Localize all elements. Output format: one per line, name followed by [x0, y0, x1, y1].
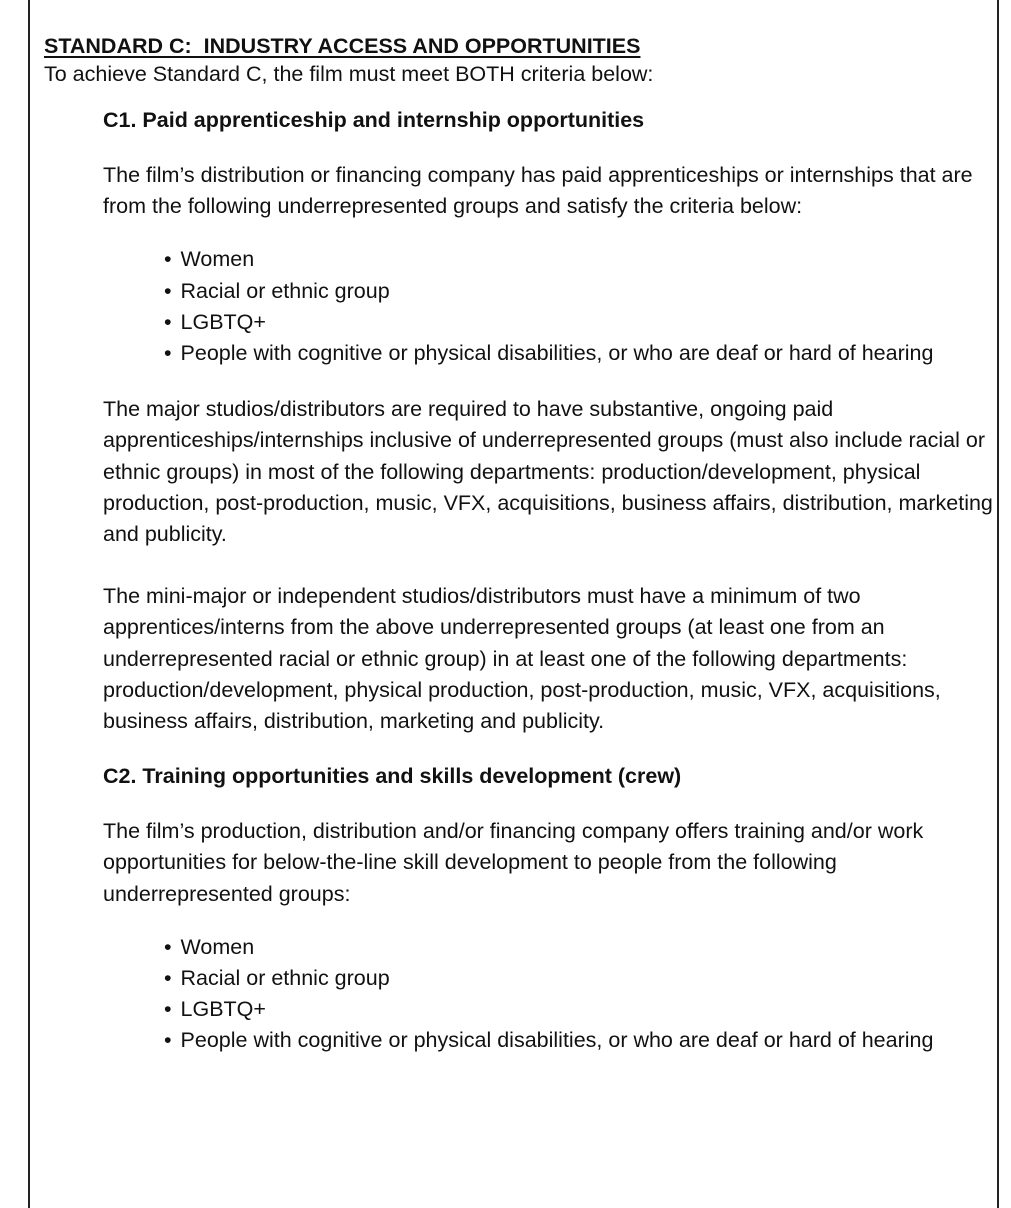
- section-c2: [103, 762, 993, 1056]
- section-c1-title: C1. Paid apprenticeship and internship opportunities: [103, 108, 645, 132]
- section-c2-title: C2. Training opportunities and skills development (crew): [103, 764, 682, 789]
- bullet-icon: •: [164, 966, 172, 991]
- bullet-icon: •: [164, 341, 172, 366]
- bullet-icon: •: [164, 278, 172, 303]
- bullet-icon: •: [164, 934, 172, 959]
- section-c1: [103, 106, 993, 737]
- bullet-icon: •: [164, 309, 172, 334]
- document-body: [44, 32, 994, 1057]
- list-item: • People with cognitive or physical disabilities, or who are deaf or hard of hearing: [164, 341, 934, 366]
- list-item: • Women: [164, 934, 255, 959]
- section-c1-mini-major-studios: The mini-major or independent studios/distributors must have a minimum of two apprentices/interns from the above underrepresented groups (at least one from an underrepresented racial or ethnic group) in at least one of the following departments: production/development, physical production, post-production, music, VFX, acquisitions, business affairs, distribution, marketing and publicity.: [103, 584, 941, 734]
- section-c2-paragraph: The film’s production, distribution and/or financing company offers training and/or work opportunities for below-the-line skill development to people from the following underrepresented groups:: [103, 819, 924, 906]
- section-c2-group-list: [103, 932, 964, 1057]
- section-c1-major-studios: The major studios/distributors are required to have substantive, ongoing paid apprenticeships/internships inclusive of underrepresented groups (must also include racial or ethnic groups) in most of the following departments: production/development, physical production, post-production, music, VFX, acquisitions, business affairs, distribution, marketing and publicity.: [103, 397, 993, 547]
- list-item: • Racial or ethnic group: [164, 278, 390, 303]
- list-item: • LGBTQ+: [164, 997, 266, 1022]
- standard-intro: To achieve Standard C, the film must meet BOTH criteria below:: [44, 62, 654, 86]
- list-item: • Racial or ethnic group: [164, 966, 390, 991]
- bullet-icon: •: [164, 247, 172, 272]
- section-c1-paragraph: The film’s distribution or financing company has paid apprenticeships or internships that are from the following underrepresented groups and satisfy the criteria below:: [103, 163, 973, 219]
- list-item: • LGBTQ+: [164, 309, 266, 334]
- list-item: • People with cognitive or physical disabilities, or who are deaf or hard of hearing: [164, 1028, 934, 1053]
- list-item: • Women: [164, 247, 255, 272]
- standard-title: STANDARD C: INDUSTRY ACCESS AND OPPORTUNITIES: [44, 34, 641, 58]
- bullet-icon: •: [164, 997, 172, 1022]
- bullet-icon: •: [164, 1028, 172, 1053]
- section-c1-group-list: [103, 244, 964, 369]
